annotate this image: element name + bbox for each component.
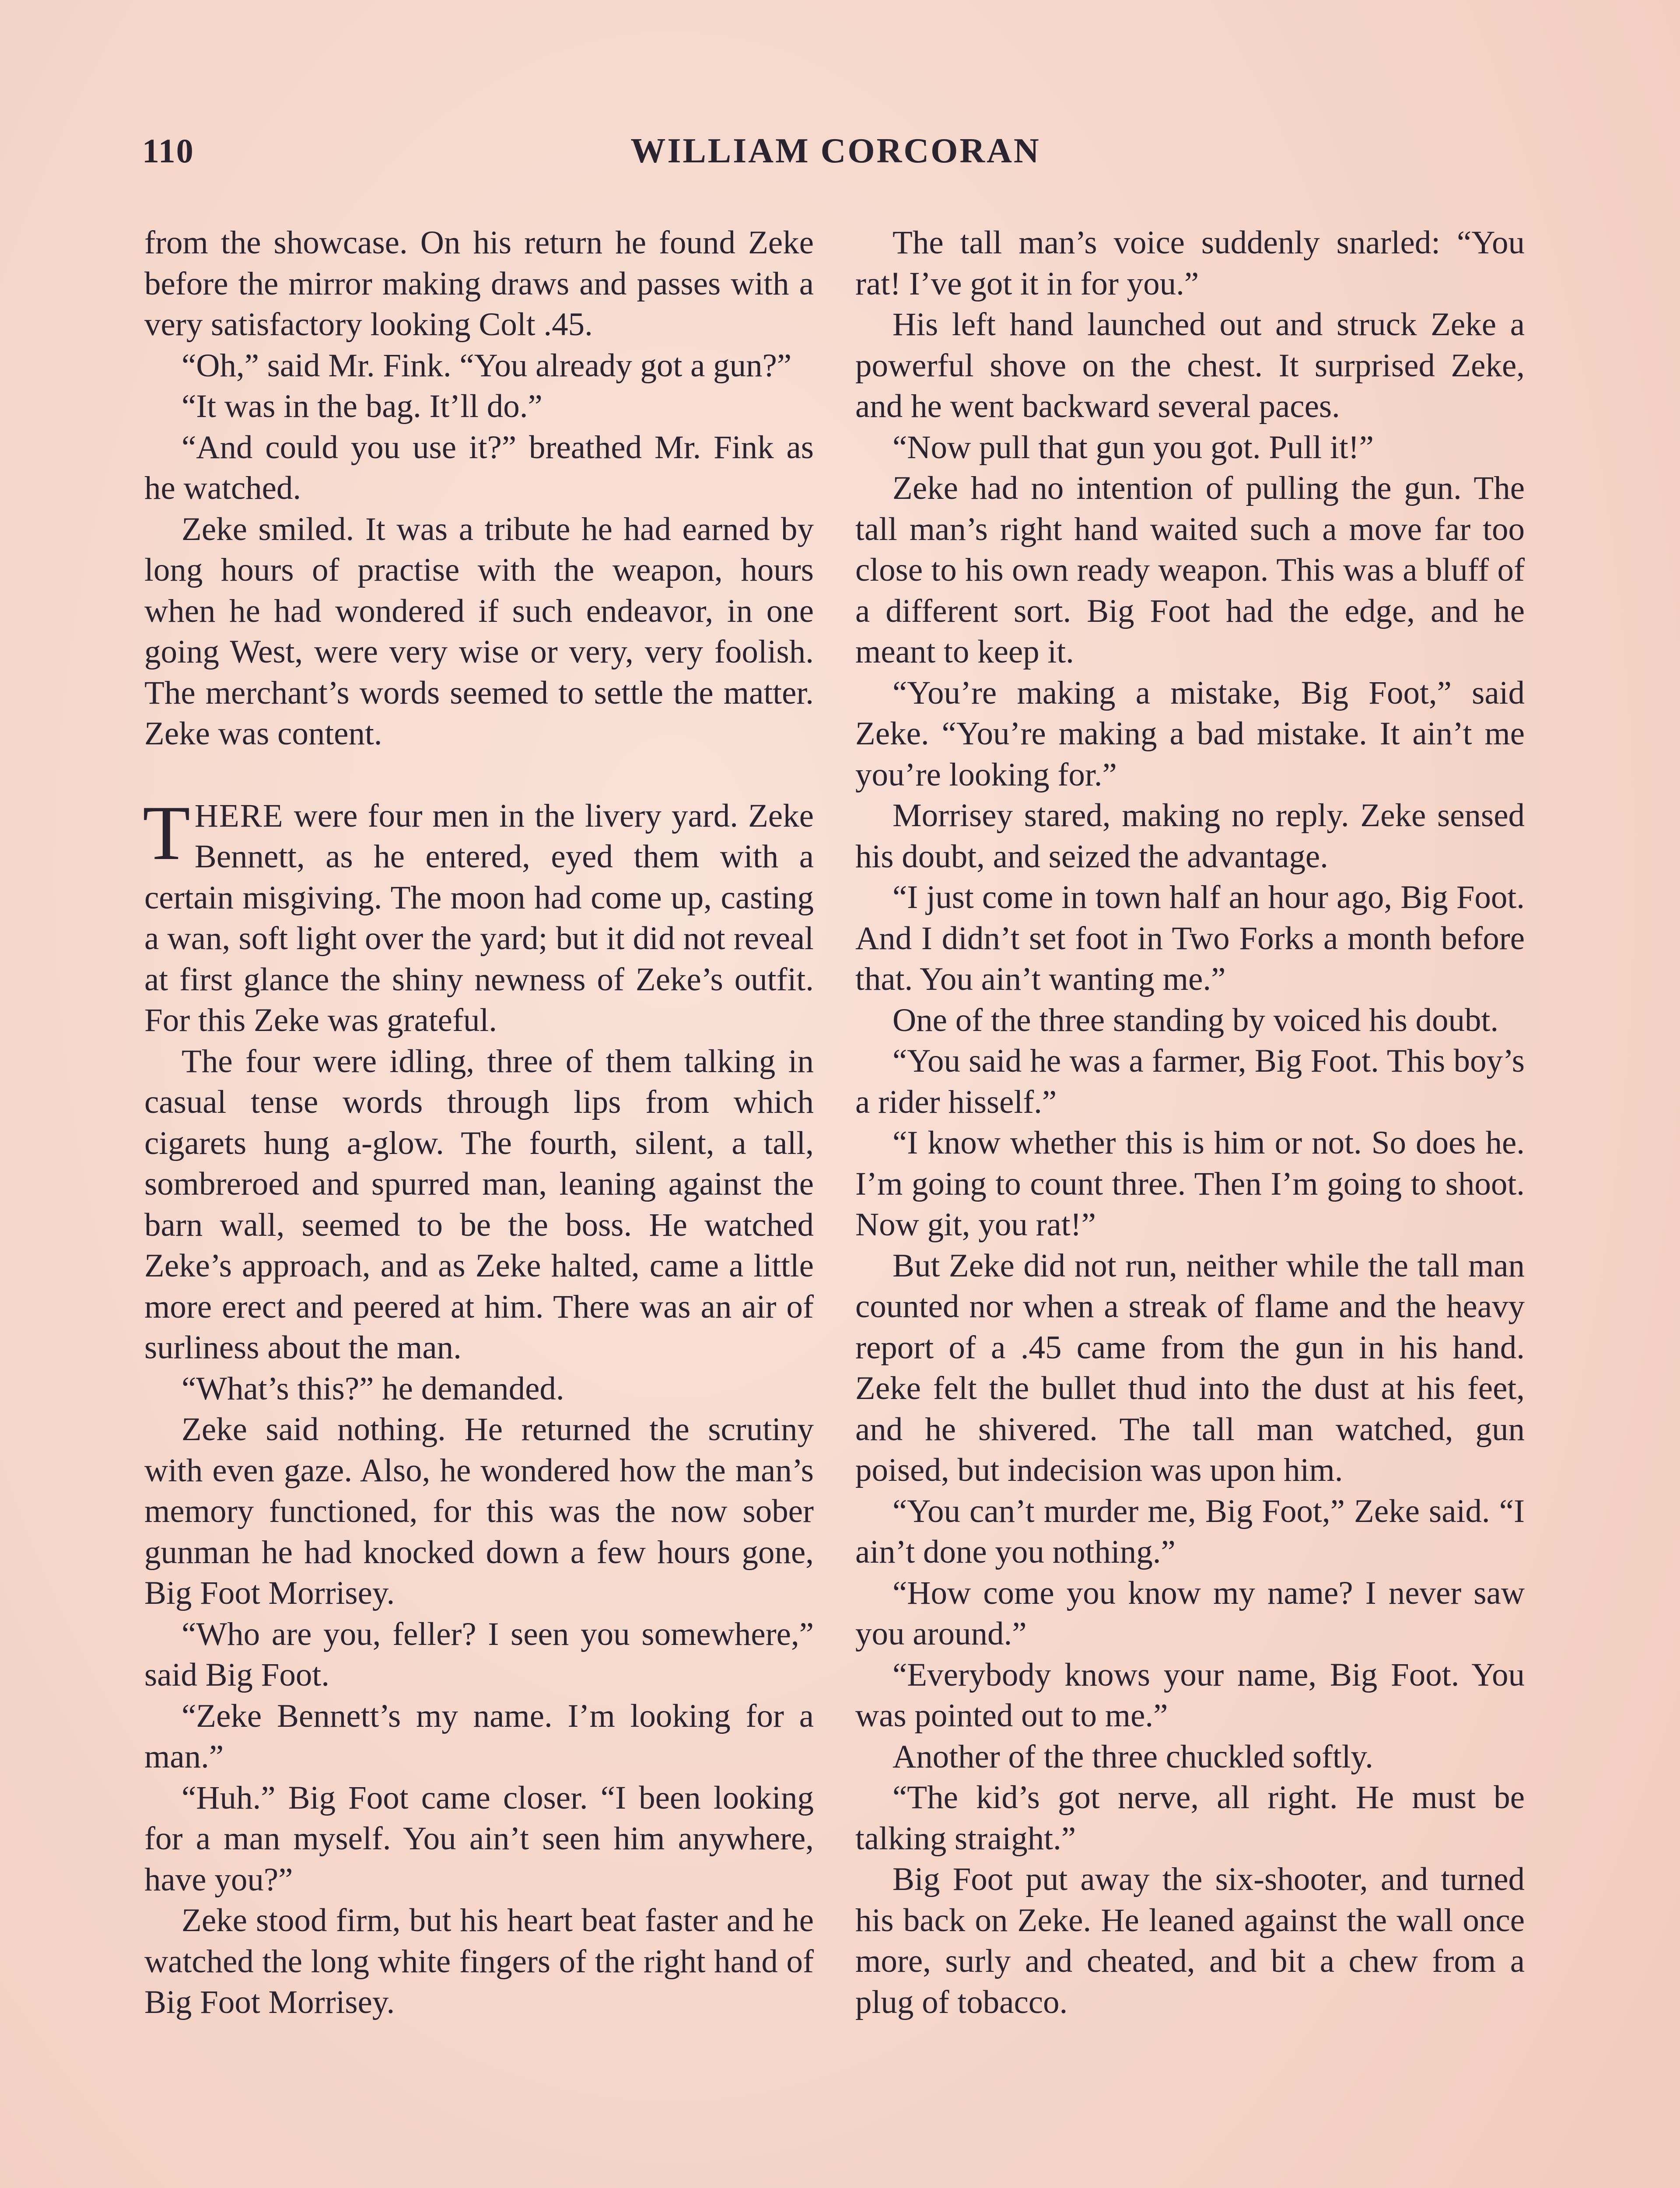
page-number: 110: [142, 132, 194, 170]
paragraph: “I just come in town half an hour ago, Big Foot. And I didn’t set foot in Two Forks a month before that. You ain’t wanting me.”: [855, 879, 1525, 997]
paragraph: “What’s this?” he demanded.: [182, 1370, 564, 1407]
paragraph: The tall man’s voice suddenly snarled: “You rat! I’ve got it in for you.”: [855, 224, 1525, 302]
paragraph: “It was in the bag. It’ll do.”: [182, 388, 542, 424]
paragraph: Zeke said nothing. He returned the scrutiny with even gaze. Also, he wondered how the man’s memory functioned, for this was the now sober gunman he had knocked down a few hours gone, Big Foot Morrisey.: [144, 1411, 814, 1611]
paragraph: Morrisey stared, making no reply. Zeke sensed his doubt, and seized the advantage.: [855, 797, 1525, 875]
paragraph: “You’re making a mistake, Big Foot,” said Zeke. “You’re making a bad mistake. It ain’t me you’re looking for.”: [855, 674, 1525, 793]
paragraph: One of the three standing by voiced his doubt.: [892, 1002, 1499, 1038]
paragraph: “You can’t murder me, Big Foot,” Zeke said. “I ain’t done you nothing.”: [855, 1493, 1525, 1570]
paragraph: But Zeke did not run, neither while the tall man counted nor when a streak of flame and the heavy report of a .45 came from the gun in his hand. Zeke felt the bullet thud into the dust at his feet, and he shivered. The tall man watched, gun poised, but indecision was upon him.: [855, 1247, 1525, 1488]
paragraph: “Zeke Bennett’s my name. I’m looking for a man.”: [144, 1697, 814, 1775]
paragraph: “You said he was a farmer, Big Foot. This boy’s a rider hisself.”: [855, 1043, 1525, 1120]
paragraph: “The kid’s got nerve, all right. He must be talking straight.”: [855, 1779, 1525, 1857]
paragraph: Another of the three chuckled softly.: [892, 1738, 1373, 1775]
paragraph: “How come you know my name? I never saw you around.”: [855, 1574, 1525, 1652]
paragraph: “Huh.” Big Foot came closer. “I been looking for a man myself. You ain’t seen him anywhere, have you?”: [144, 1779, 814, 1898]
paragraph: The four were idling, three of them talking in casual tense words through lips from which cigarets hung a-glow. The fourth, silent, a tall, sombreroed and spurred man, leaning against the barn wall, seemed to be the boss. He watched Zeke’s approach, and as Zeke halted, came a little more erect and peered at him. There was an air of surliness about the man.: [144, 1043, 814, 1366]
paragraph: “Oh,” said Mr. Fink. “You already got a gun?”: [182, 347, 792, 384]
paragraph: “Everybody knows your name, Big Foot. You was pointed out to me.”: [855, 1656, 1525, 1734]
paragraph: Big Foot put away the six-shooter, and turned his back on Zeke. He leaned against the wall once more, surly and cheated, and bit a chew from a plug of tobacco.: [855, 1861, 1525, 2020]
paragraph: Zeke stood firm, but his heart beat faster and he watched the long white fingers of the right hand of Big Foot Morrisey.: [144, 1902, 814, 2020]
paragraph: Zeke had no intention of pulling the gun. The tall man’s right hand waited such a move far too close to his own ready weapon. This was a bluff of a different sort. Big Foot had the edge, and he meant to keep it.: [855, 470, 1525, 670]
running-title: WILLIAM CORCORAN: [630, 132, 1041, 170]
paragraph: from the showcase. On his return he found Zeke before the mirror making draws and passes with a very satisfactory looking Colt .45.: [144, 224, 814, 343]
drop-cap: T: [143, 789, 190, 876]
paragraph: “I know whether this is him or not. So does he. I’m going to count three. Then I’m going to shoot. Now git, you rat!”: [855, 1125, 1525, 1243]
left-column: [144, 222, 814, 2023]
paragraph: His left hand launched out and struck Zeke a powerful shove on the chest. It surprised Zeke, and he went backward several paces.: [855, 306, 1525, 424]
page-header: [142, 131, 1529, 179]
section-opening-continuation: yard. Zeke Bennett, as he entered, eyed them with a certain misgiving. The moon had come up, casting a wan, soft light over the yard; but it did not reveal at first glance the shiny newness of Zeke’s outfit. For this Zeke was grateful.: [144, 797, 814, 1038]
right-column: [855, 222, 1525, 2023]
paragraph: “Who are you, feller? I seen you somewhere,” said Big Foot.: [144, 1616, 814, 1693]
section-opening-paragraph: [143, 789, 814, 1041]
paragraph: Zeke smiled. It was a tribute he had earned by long hours of practise with the weapon, hours when he had wondered if such endeavor, in one going West, were very wise or very, very foolish. The merchant’s words seemed to settle the matter. Zeke was content.: [144, 511, 814, 752]
paragraph: “Now pull that gun you got. Pull it!”: [892, 429, 1374, 466]
paragraph: “And could you use it?” breathed Mr. Fink as he watched.: [144, 429, 814, 506]
section-opening-text: were four men in the livery: [284, 797, 662, 834]
small-caps-word: HERE: [194, 797, 284, 834]
